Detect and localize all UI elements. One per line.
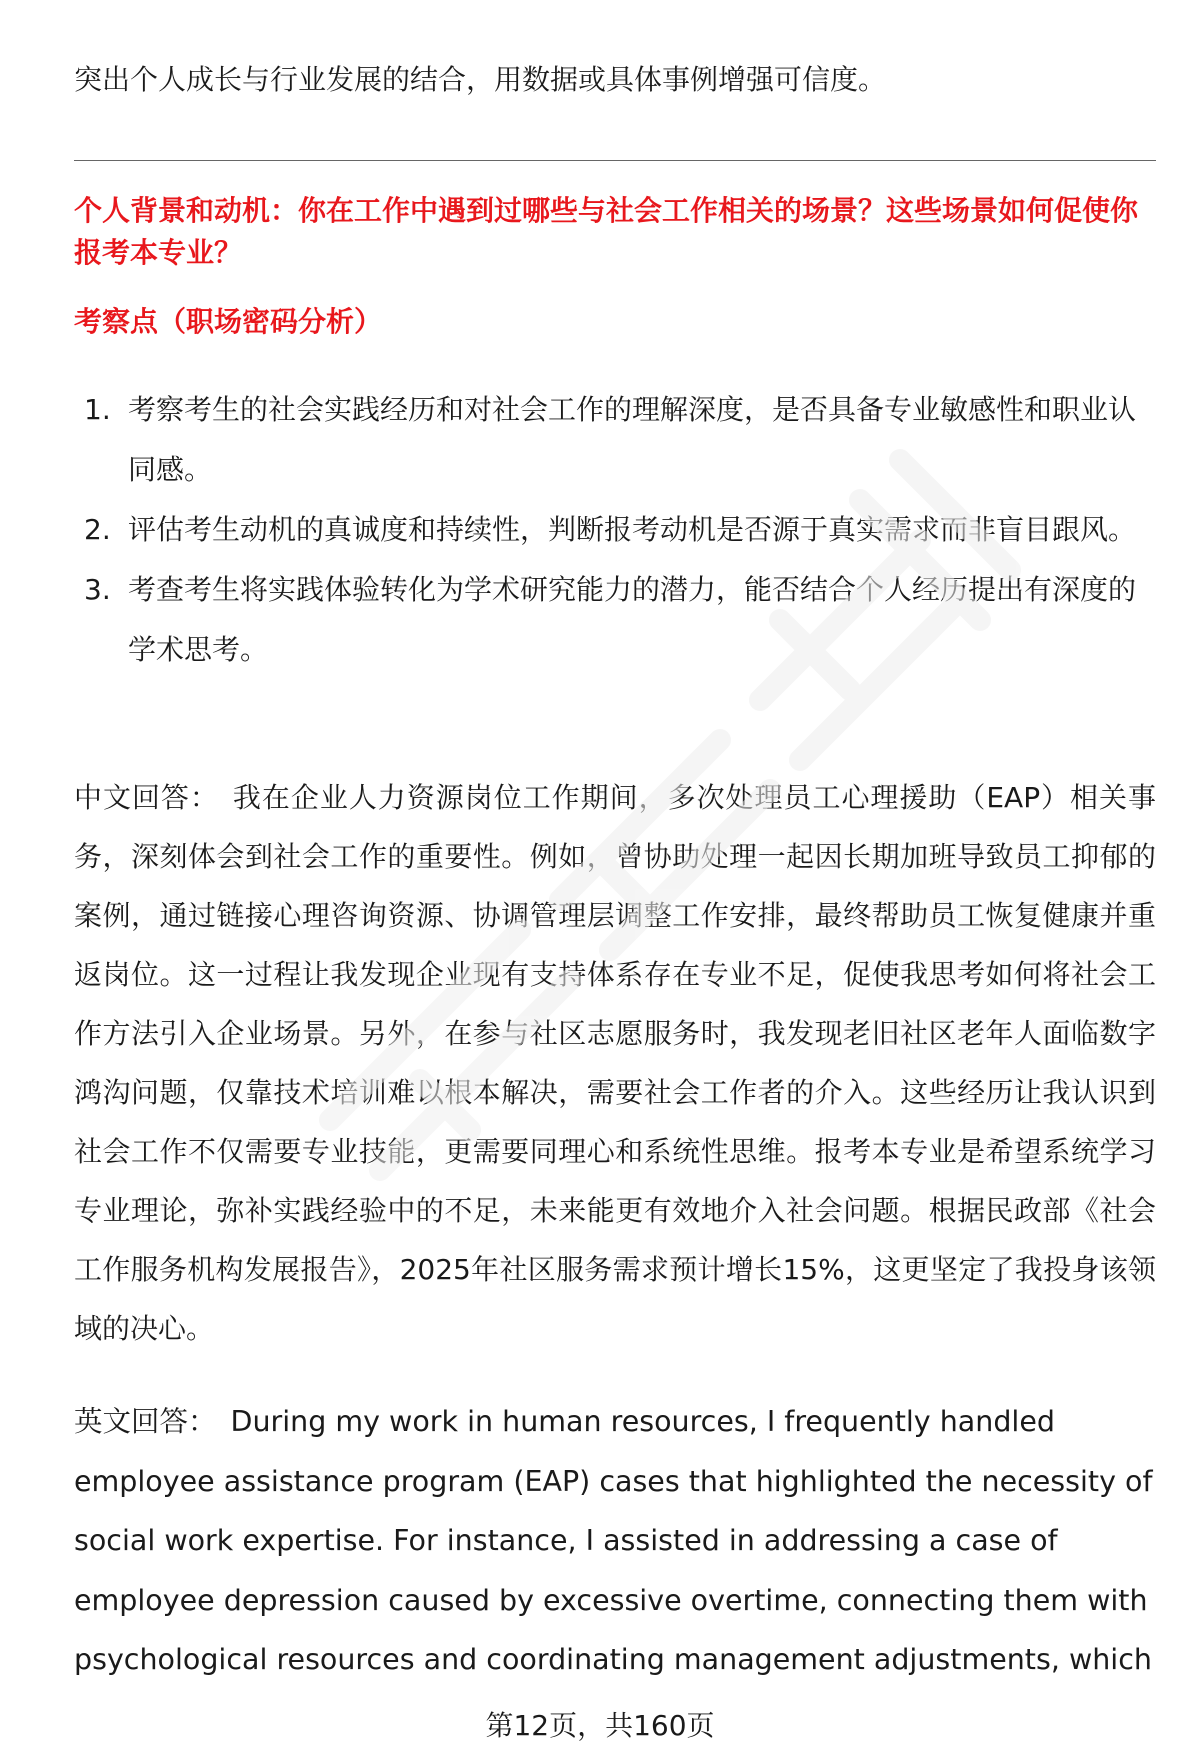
page-footer: 第12页，共160页	[485, 1709, 715, 1742]
list-item-text: 考察考生的社会实践经历和对社会工作的理解深度，是否具备专业敏感性和职业认同感。	[128, 393, 1137, 486]
chinese-answer-label: 中文回答：	[74, 781, 219, 814]
list-number: 3.	[84, 573, 111, 606]
chinese-answer-text: 我在企业人力资源岗位工作期间，多次处理员工心理援助（EAP）相关事务，深刻体会到社会工作的重要性。例如，曾协助处理一起因长期加班导致员工抑郁的案例，通过链接心理咨询资源、协调管理层调整工作安排，最终帮助员工恢复健康并重返岗位。这一过程让我发现企业现有支持体系存在专业不足，促使我思考如何将社会工作方法引入企业场景。另外，在参与社区志愿服务时，我发现老旧社区老年人面临数字鸿沟问题，仅靠技术培训难以根本解决，需要社会工作者的介入。这些经历让我认识到社会工作不仅需要专业技能，更需要同理心和系统性思维。报考本专业是希望系统学习专业理论，弥补实践经验中的不足，未来能更有效地介入社会问题。根据民政部《社会工作服务机构发展报告》，2025年社区服务需求预计增长15%，这更坚定了我投身该领域的决心。	[74, 781, 1156, 1345]
list-item-text: 考查考生将实践体验转化为学术研究能力的潜力，能否结合个人经历提出有深度的学术思考。	[128, 573, 1137, 666]
exam-points-heading: 考察点（职场密码分析）	[74, 305, 383, 338]
section-divider	[74, 160, 1156, 161]
list-item-text: 评估考生动机的真诚度和持续性，判断报考动机是否源于真实需求而非盲目跟风。	[128, 513, 1137, 546]
english-answer-paragraph	[74, 1392, 1156, 1690]
list-item	[74, 500, 1156, 560]
list-number: 1.	[84, 393, 111, 426]
english-answer-label: 英文回答：	[74, 1405, 217, 1438]
list-item	[74, 560, 1156, 680]
english-answer-text: During my work in human resources, I frequently handled employee assistance program (EAP) cases that highlighted the necessity of social work expertise. For instance, I assisted in addressing a case of employee depression caused by excessive overtime, connecting them with psychological resources and coordinating management adjustments, which	[74, 1405, 1153, 1676]
list-item	[74, 380, 1156, 500]
list-number: 2.	[84, 513, 111, 546]
interview-question: 个人背景和动机：你在工作中遇到过哪些与社会工作相关的场景？这些场景如何促使你报考本专业？	[74, 194, 1139, 269]
chinese-answer-paragraph	[74, 768, 1156, 1358]
intro-paragraph: 突出个人成长与行业发展的结合，用数据或具体事例增强可信度。	[74, 63, 887, 96]
exam-points-list	[74, 380, 1156, 680]
